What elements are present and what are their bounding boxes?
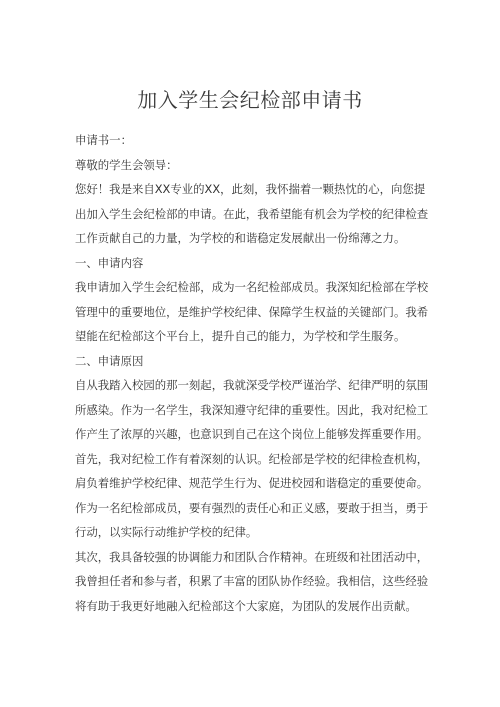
section-heading-reasons: 二、申请原因 [75,353,144,368]
paragraph-reason-2: 首先，我对纪检工作有着深刻的认识。纪检部是学校的纪律检查机构，肩负着维护学校纪律、规范学生行为、促进校园和谐稳定的重要使命。作为一名纪检部成员，要有强烈的责任心和正义感，要敢于担当，勇于行动，以实际行动维护学校的纪律。 [75,451,429,539]
paragraph-intro: 您好！我是来自XX专业的XX，此刻，我怀揣着一颗热忱的心，向您提出加入学生会纪检部的申请。在此，我希望能有机会为学校的纪律检查工作贡献自己的力量，为学校的和谐稳定发展献出一份绵薄之力。 [75,182,429,245]
paragraph-reason-3: 其次，我具备较强的协调能力和团队合作精神。在班级和社团活动中，我曾担任者和参与者，积累了丰富的团队协作经验。我相信，这些经验将有助于我更好地融入纪检部这个大家庭，为团队的发展作出贡献。 [75,549,429,613]
greeting-line: 尊敬的学生会领导： [75,157,178,172]
paragraph-reason-1: 自从我踏入校园的那一刻起，我就深受学校严谨治学、纪律严明的氛围所感染。作为一名学生，我深知遵守纪律的重要性。因此，我对纪检工作产生了浓厚的兴趣，也意识到自己在这个岗位上能够发挥重要作用。 [75,378,429,441]
document-title: 加入学生会纪检部申请书 [137,88,363,112]
salutation-label: 申请书一： [75,133,132,147]
paragraph-content: 我申请加入学生会纪检部，成为一名纪检部成员。我深知纪检部在学校管理中的重要地位，是维护学校纪律、保障学生权益的关键部门。我希望能在纪检部这个平台上，提升自己的能力，为学校和学生服务。 [75,280,429,343]
document-body [75,128,431,618]
section-heading-content: 一、申请内容 [75,255,144,270]
